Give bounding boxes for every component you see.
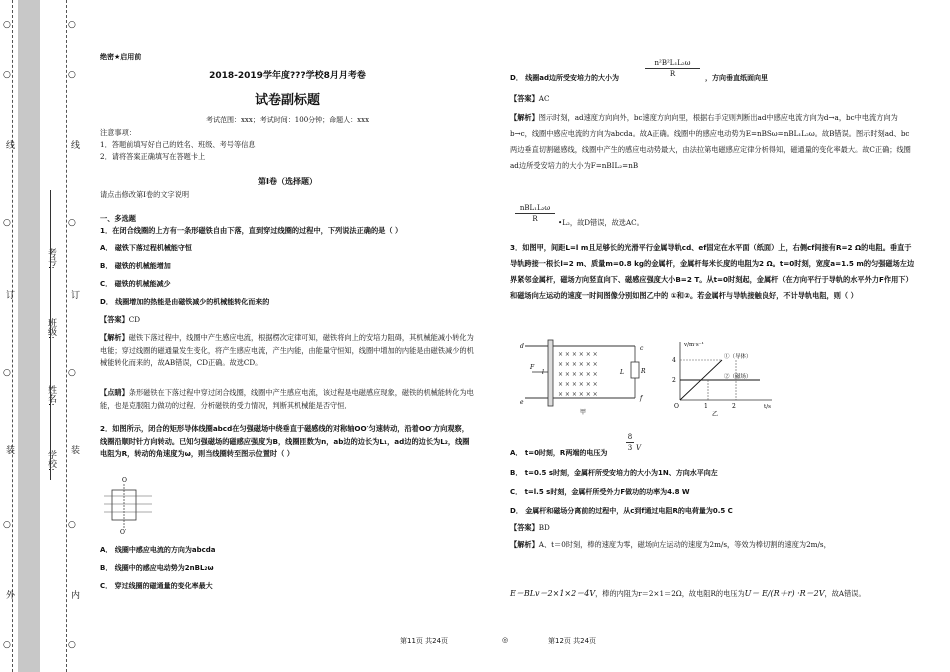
q3-answer [510, 523, 550, 533]
q2-explanation [510, 110, 915, 173]
q3-option-a-prefix: A． t=0时刻，R两端的电压为 [510, 449, 608, 457]
secret-label: 绝密★启用前 [100, 53, 142, 61]
gutter-circle: ○ [68, 640, 76, 650]
q2-option-a: A． 线圈中感应电流的方向为abcda [100, 546, 216, 554]
question-1: 1．在闭合线圈的上方有一条形磁铁自由下落，直到穿过线圈的过程中，下列说法正确的是（ ） [100, 226, 403, 235]
gutter-circle: ○ [3, 368, 11, 378]
formula-denominator: R [532, 215, 538, 224]
svg-text:× × × × × ×: × × × × × × [558, 361, 598, 368]
footer-separator: ◎ [502, 636, 509, 644]
gutter-circle: ○ [68, 520, 76, 530]
gutter-outer-xian: 线 [4, 140, 14, 149]
q2-exp-tail: •L₂，故D错误，故选AC。 [558, 218, 644, 227]
field-class: 班级: [46, 318, 56, 340]
field-number: 考号: [46, 248, 56, 270]
fig-jia-label: 甲 [580, 409, 587, 416]
fig-letter-e: e [520, 399, 524, 406]
gutter-circle: ○ [68, 20, 76, 30]
gutter-outer-wai: 外 [4, 590, 14, 599]
answer-label: 【答案】 [510, 94, 539, 103]
fig-o-bot: O′ [120, 529, 127, 536]
q3-explanation [510, 540, 915, 550]
part-title: 一、多选题 [100, 214, 136, 223]
q3-option-d: D． 金属杆和磁场分离前的过程中，从c到f通过电阻R的电荷量为0.5 C [510, 507, 733, 515]
q2-option-c: C． 穿过线圈的磁通量的变化率最大 [100, 582, 213, 590]
gutter-outer-zhuang: 装 [4, 445, 14, 454]
gutter-circle: ○ [3, 640, 11, 650]
q3-equation-line [510, 588, 915, 600]
gutter-inner-nei: 内 [69, 590, 79, 599]
q2-answer [510, 94, 549, 104]
fig-letter-F: F [530, 364, 535, 371]
q3-a-fraction [626, 432, 634, 453]
equation-voltage: U＝ E/(R＋r) ·R＝2V [744, 589, 825, 598]
q2-d-formula [645, 58, 700, 79]
fig-x1: 1 [704, 403, 708, 410]
q1-option-c: C． 磁铁的机械能减少 [100, 280, 171, 288]
formula-numerator: nBL₁L₂ω [519, 204, 551, 212]
question-3: 3．如图甲，间距L=l m且足够长的光滑平行金属导轨cd、ef固定在水平面（纸面）上，右侧cf间接有R=2 Ω的电阻。垂直于导轨跨接一根长l=2 m、质量m=0.8 kg的金属杆，金属杆每米长度的电阻为2 Ω。t=0时刻，宽度a=1.5 m的匀强磁场左边界紧邻金属杆，磁场方向竖直向下、磁感应强度大小B=2 T。从t=0时刻起，金属杆（在方向平行于导轨的水平外力F作用下）和磁场向左运动的速度一时间图像分别如图乙中的 ①和②。若金属杆与导轨接触良好，不计导轨电阻，则（ ） [510, 243, 915, 300]
field-underline [50, 190, 51, 480]
q2-option-d-prefix: D． 线圈ad边所受安培力的大小为 [510, 74, 619, 82]
formula-denominator: R [669, 70, 676, 79]
equation-tail: ，故A错误。 [824, 589, 866, 598]
gutter-inner-xian: 线 [69, 140, 79, 149]
gutter-gray-band [18, 0, 40, 672]
gutter-circle: ○ [3, 20, 11, 30]
svg-text:× × × × × ×: × × × × × × [558, 381, 598, 388]
explanation-label: 【解析】 [510, 540, 539, 549]
q1-answer [100, 315, 140, 325]
fig-curve2-label: ②（磁场） [724, 374, 752, 380]
q3-option-c: C． t=l.5 s时刻，金属杆所受外力F做功的功率为4.8 W [510, 488, 690, 496]
footer-right-page: 第12页 共24页 [548, 637, 597, 645]
notice-title: 注意事项： [100, 128, 136, 137]
fig-x2: 2 [732, 403, 736, 410]
q1-option-a: A． 磁铁下落过程机械能守恒 [100, 244, 192, 252]
fig-t-label: t/s [764, 404, 771, 410]
binding-gutter [0, 0, 86, 672]
equation-emf: E＝BLv＝2×1×2＝4V [510, 589, 596, 598]
q1-option-b: B． 磁铁的机械能增加 [100, 262, 171, 270]
fig-letter-f: f [640, 395, 643, 402]
fig-v-label: v/m·s⁻¹ [684, 342, 704, 348]
answer-value: BD [538, 523, 550, 532]
equation-mid-text: ，棒的内阻为r＝2×1＝2Ω，故电阻R的电压为 [595, 589, 745, 598]
notice-item-1: 1．答题前填写好自己的姓名、班级、考号等信息 [100, 140, 256, 149]
dianjing-text: 条形磁铁在下落过程中穿过闭合线圈，线圈中产生感应电流，该过程是电磁感应现象，磁铁的机械能转化为电能，也是克服阻力做功的过程．分析磁铁的受力情况，判断其机械能是否守恒． [100, 388, 474, 410]
fig-x0: O [674, 403, 679, 410]
q3-a-unit: V [636, 444, 642, 452]
answer-value: CD [128, 315, 141, 324]
fig-o-top: O [122, 477, 127, 484]
section-hint: 请点击修改第I卷的文字说明 [100, 190, 190, 199]
explanation-text: 图示时刻，ad速度方向向外，bc速度方向向里，根据右手定则判断出ad中感应电流方向为d→a，bc中电流方向为b→c，线圈中感应电流的方向为abcda。故A正确。线圈中的感应电动势为E=nBSω=nBL₁L₂ω。故B错误。图示时刻ad、bc两边垂直切割磁感线，线圈中产生的感应电动势最大，由法拉第电磁感应定律分析得知，磁通量的变化率最大。故C正确；线圈ad边所受安培力的大小为F=nBIL₂=nB [510, 113, 911, 170]
fig-y2: 2 [672, 377, 676, 384]
gutter-circle: ○ [3, 520, 11, 530]
gutter-circle: ○ [68, 70, 76, 80]
explanation-text: 磁铁下落过程中，线圈中产生感应电流，根据楞次定律可知，磁铁将向上的安培力阻碍，其机械能减小转化为电能；穿过线圈的磁通量发生变化，将产生感应电流，产生内能，由能量守恒知，线圈中增加的内能是由磁铁减少的机械能转化而来的，故AB错误，CD正确。故选CD。 [100, 333, 474, 368]
gutter-inner-zhuang: 装 [69, 445, 79, 454]
fraction-numerator: 8 [627, 433, 633, 441]
question-2: 2．如图所示，闭合的矩形导体线圈abcd在匀强磁场中绕垂直于磁感线的对称轴OO′匀速转动，沿着OO′方向观察，线圈沿顺时针方向转动。已知匀强磁场的磁感应强度为B，线圈匝数为n，ab边的边长为L₁，ad边的边长为L₂，线圈电阻为R，转动的角速度为ω，则当线圈转至图示位置时（ ） [100, 424, 470, 459]
field-name: 姓名: [46, 385, 56, 407]
gutter-circle: ○ [68, 218, 76, 228]
explanation-text: A、t＝0时刻，棒的速度为零，磁场向左运动的速度为2m/s，等效为棒切割的速度为2m/s， [538, 540, 831, 549]
q1-option-d: D． 线圈增加的热能是由磁铁减少的机械能转化而来的 [100, 298, 270, 306]
explanation-label: 【解析】 [510, 113, 539, 122]
formula-numerator: n²B²L₁L₂ω [654, 59, 691, 67]
explanation-label: 【解析】 [100, 333, 129, 342]
answer-label: 【答案】 [510, 523, 539, 532]
dianjing-label: 【点睛】 [100, 388, 129, 397]
svg-text:× × × × × ×: × × × × × × [558, 351, 598, 358]
fig-yi-label: 乙 [712, 411, 719, 418]
exam-subtitle: 试卷副标题 [254, 93, 320, 108]
svg-text:× × × × × ×: × × × × × × [558, 371, 598, 378]
fig-letter-c: c [640, 345, 644, 352]
fig-curve1-label: ①（导体） [724, 354, 752, 360]
q3-figure-yi [660, 338, 780, 418]
exam-meta: 考试范围：xxx；考试时间：100分钟；命题人：xxx [205, 116, 370, 124]
q2-option-d-suffix: ，方向垂直纸面向里 [705, 74, 768, 82]
gutter-dashed-line-outer [12, 0, 13, 672]
gutter-dashed-line-inner [66, 0, 67, 672]
field-school: 学校: [46, 450, 56, 472]
fig-letter-L: L [620, 369, 624, 376]
answer-value: AC [538, 94, 550, 103]
q3-figure-jia [520, 338, 650, 418]
q2-exp-formula [515, 203, 555, 224]
fraction-denominator: 3 [627, 444, 633, 453]
q1-explanation [100, 332, 475, 370]
q2-option-b: B． 线圈中的感应电动势为2nBL₂ω [100, 564, 214, 572]
svg-text:× × × × × ×: × × × × × × [558, 391, 598, 398]
section-title: 第Ⅰ卷（选择题） [258, 177, 317, 186]
gutter-inner-ding: 订 [69, 290, 79, 299]
q3-option-b: B． t=0.5 s时刻，金属杆所受安培力的大小为1N、方向水平向左 [510, 469, 718, 477]
fig-letter-d: d [520, 343, 524, 350]
gutter-circle: ○ [3, 218, 11, 228]
fig-y4: 4 [672, 357, 676, 364]
answer-label: 【答案】 [100, 315, 129, 324]
exam-title: 2018-2019学年度???学校8月月考卷 [209, 71, 366, 81]
q1-dianjing [100, 387, 475, 412]
q2-coil-figure [100, 474, 160, 536]
notice-item-2: 2．请将答案正确填写在答题卡上 [100, 152, 206, 161]
gutter-outer-ding: 订 [4, 290, 14, 299]
footer-left-page: 第11页 共24页 [400, 637, 449, 645]
fig-letter-l: l [542, 369, 544, 376]
gutter-circle: ○ [68, 368, 76, 378]
gutter-circle: ○ [3, 70, 11, 80]
fig-letter-R: R [641, 368, 646, 375]
